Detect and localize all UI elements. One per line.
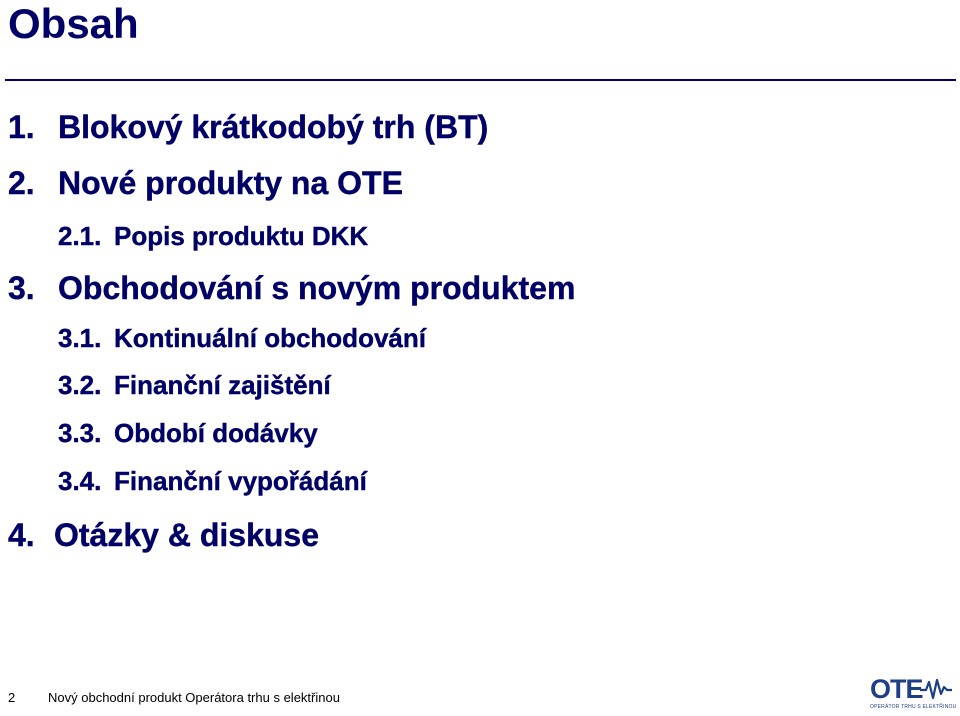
toc-number: 3.2. bbox=[58, 370, 102, 400]
toc-text: Popis produktu DKK bbox=[114, 221, 369, 251]
toc-number: 1. bbox=[8, 109, 35, 145]
toc-text: Finanční zajištění bbox=[114, 370, 331, 400]
toc-text: Nové produkty na OTE bbox=[58, 165, 403, 201]
ote-logo bbox=[870, 674, 957, 714]
toc-item-4 bbox=[8, 516, 319, 554]
toc-text: Otázky & diskuse bbox=[54, 517, 319, 553]
slide-title: Obsah bbox=[8, 0, 139, 47]
page-number: 2 bbox=[8, 690, 16, 705]
toc-number: 2. bbox=[8, 165, 35, 201]
waveform-icon bbox=[920, 676, 952, 702]
toc-number: 3.1. bbox=[58, 323, 102, 353]
toc-item-3-2 bbox=[58, 369, 331, 401]
toc-text: Finanční vypořádání bbox=[114, 466, 367, 496]
toc-number: 3. bbox=[8, 270, 35, 306]
logo-wordmark: OTE bbox=[870, 674, 923, 704]
toc-text: Obchodování s novým produktem bbox=[58, 270, 576, 306]
toc-item-2-1 bbox=[58, 220, 368, 252]
toc-text: Kontinuální obchodování bbox=[114, 323, 426, 353]
footer-text: Nový obchodní produkt Operátora trhu s elektřinou bbox=[48, 690, 340, 705]
toc-number: 3.4. bbox=[58, 466, 102, 496]
toc-item-2 bbox=[8, 164, 403, 202]
logo-tagline: OPERÁTOR TRHU S ELEKTŘINOU bbox=[870, 704, 957, 710]
toc-number: 2.1. bbox=[58, 221, 102, 251]
toc-item-3 bbox=[8, 269, 575, 307]
toc-item-3-1 bbox=[58, 322, 426, 354]
toc-text: Blokový krátkodobý trh (BT) bbox=[58, 109, 489, 145]
toc-item-1 bbox=[8, 108, 488, 146]
toc-text: Období dodávky bbox=[114, 418, 318, 448]
toc-item-3-3 bbox=[58, 417, 318, 449]
toc-number: 4. bbox=[8, 517, 35, 553]
toc-item-3-4 bbox=[58, 465, 367, 497]
title-divider bbox=[5, 79, 956, 81]
toc-number: 3.3. bbox=[58, 418, 102, 448]
